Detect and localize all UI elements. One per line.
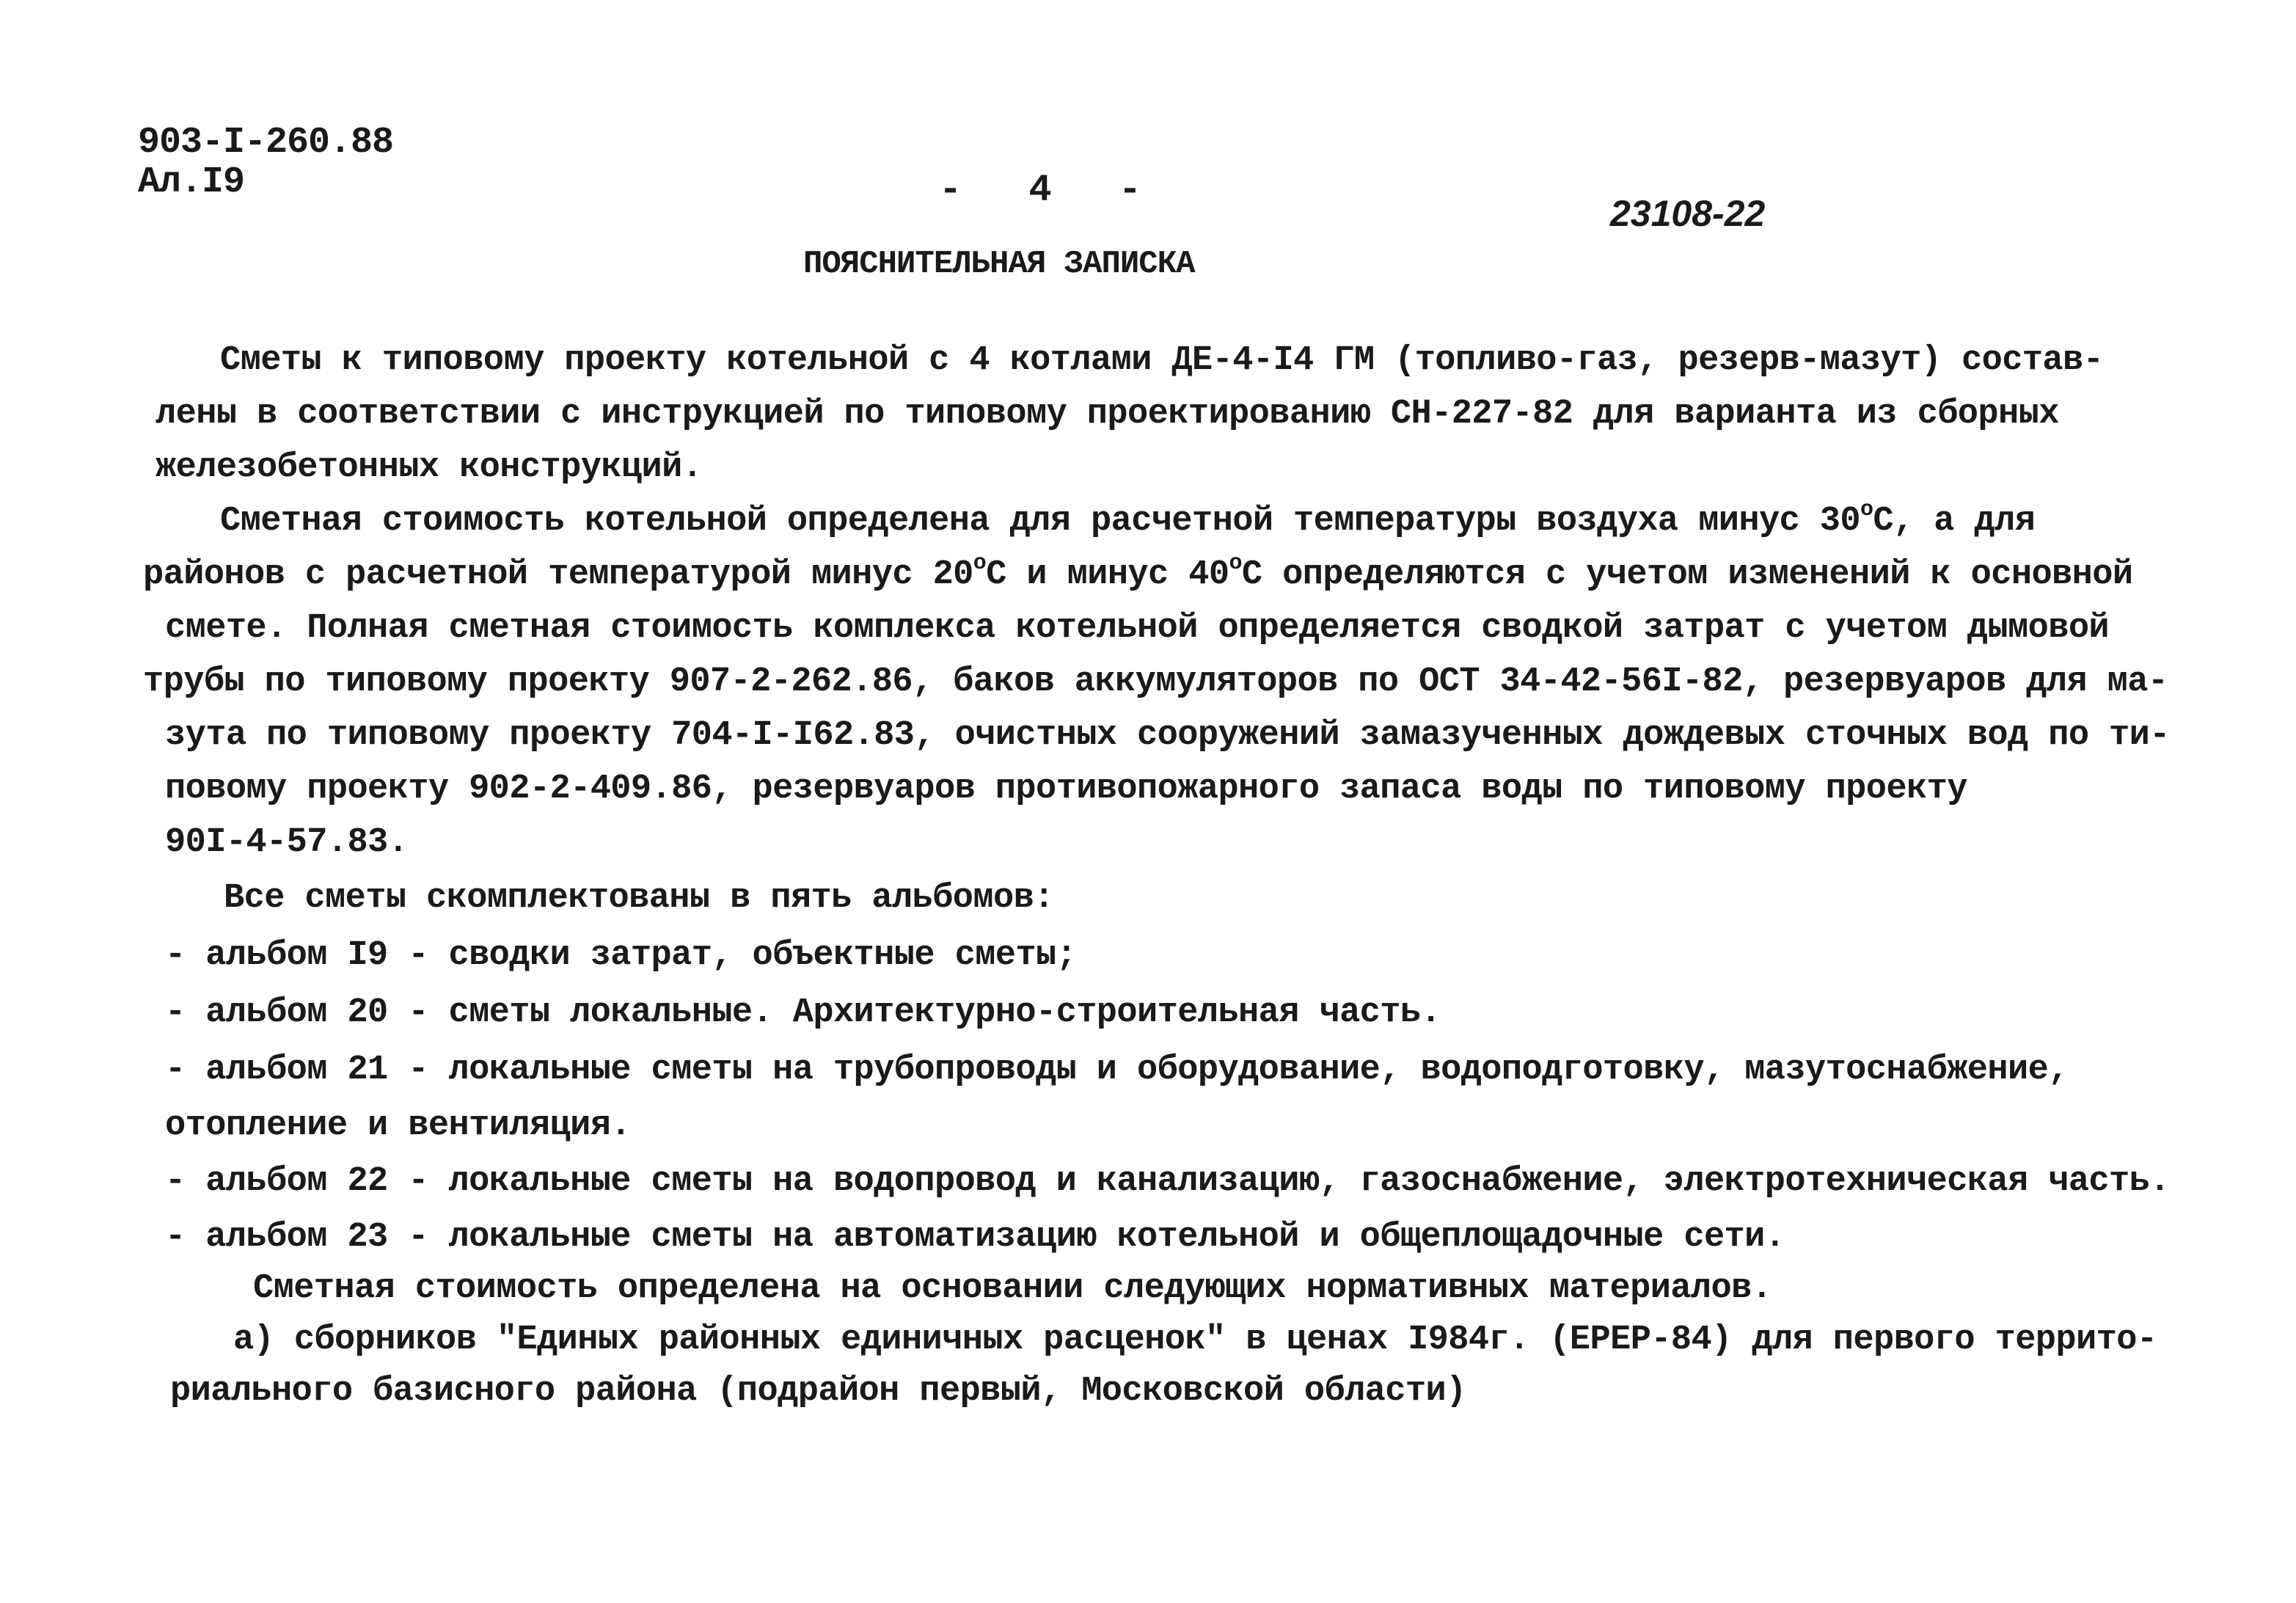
- album-list-item: - альбом 20 - сметы локальные. Архитектурно-строительная часть.: [165, 993, 1441, 1032]
- album-list-item: - альбом 21 - локальные сметы на трубопроводы и оборудование, водоподготовку, мазутоснабжение,: [165, 1051, 2069, 1089]
- page-number: - 4 -: [939, 169, 1164, 212]
- degree-sign: о: [973, 551, 987, 576]
- text-line-8: зута по типовому проекту 704-I-I62.83, очистных сооружений замазученных дождевых сточных вод по ти-: [165, 716, 2170, 755]
- degree-sign: о: [1860, 497, 1873, 522]
- inventory-number: 23108-22: [1610, 193, 1766, 234]
- text-line-7: трубы по типовому проекту 907-2-262.86, баков аккумуляторов по ОСТ 34-42-56I-82, резервуаров для ма-: [143, 662, 2168, 701]
- text-line-10: 90I-4-57.83.: [165, 823, 409, 862]
- text-line-15: отопление и вентиляция.: [165, 1106, 631, 1145]
- text-line-6: смете. Полная сметная стоимость комплекса котельной определяется сводкой затрат с учетом дымовой: [165, 609, 2110, 648]
- text-line-1: Сметы к типовому проекту котельной с 4 котлами ДЕ-4-I4 ГМ (топливо-газ, резерв-мазут) состав-: [220, 341, 2104, 380]
- text-line-18: Сметная стоимость определена на основании следующих нормативных материалов.: [253, 1269, 1772, 1308]
- album-number: Ал.I9: [138, 161, 245, 203]
- text-line-5: районов с расчетной температурой минус $20^оС$ и минус $40^оС$ определяются с учетом изменений к основной: [143, 551, 2133, 594]
- document-code-number: 903-I-260.88: [138, 122, 394, 164]
- text-line-11: Все сметы скомплектованы в пять альбомов:: [224, 879, 1054, 918]
- text-line-20: риального базисного района (подрайон первый, Московской области): [170, 1372, 1466, 1411]
- album-list-item: - альбом 23 - локальные сметы на автоматизацию котельной и общеплощадочные сети.: [165, 1218, 1785, 1257]
- album-list-item: - альбом 22 - локальные сметы на водопровод и канализацию, газоснабжение, электротехническая часть.: [165, 1162, 2170, 1201]
- text-line-4: Сметная стоимость котельной определена для расчетной температуры воздуха минус $30^оС$, а для: [220, 497, 2036, 541]
- text-line-19: а) сборников "Единых районных единичных расценок" в ценах I984г. (ЕРЕР-84) для первого террито-: [233, 1321, 2157, 1359]
- text-line-2: лены в соответствии с инструкцией по типовому проектированию СН-227-82 для варианта из сборных: [156, 395, 2059, 434]
- page-title: ПОЯСНИТЕЛЬНАЯ ЗАПИСКА: [803, 246, 1195, 282]
- degree-sign: о: [1229, 551, 1242, 576]
- album-list-item: - альбом I9 - сводки затрат, объектные сметы;: [165, 936, 1077, 975]
- text-line-9: повому проекту 902-2-409.86, резервуаров противопожарного запаса воды по типовому проекту: [165, 770, 1967, 808]
- document-code: [138, 123, 393, 202]
- text-line-3: железобетонных конструкций.: [156, 448, 703, 487]
